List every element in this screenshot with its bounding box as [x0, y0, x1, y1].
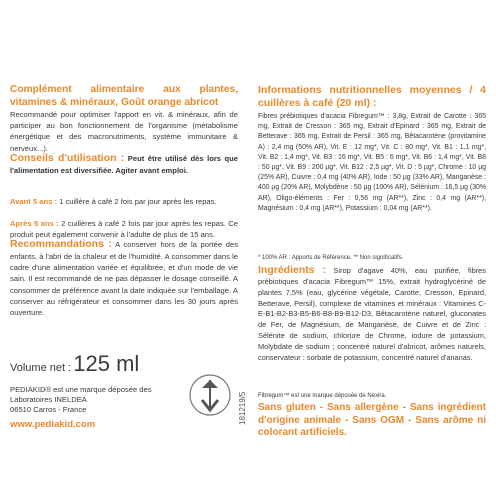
recommendations-heading: Recommandations :: [10, 238, 112, 250]
recommendations-section: [10, 238, 238, 318]
brand-info: [10, 385, 170, 415]
usage-heading: Conseils d'utilisation :: [10, 152, 125, 164]
dose-over-5-label: Après 5 ans :: [10, 219, 59, 228]
volume-value: 125 ml: [73, 351, 140, 376]
recommendations-text: A conserver hors de la portée des enfants, à l'abri de la chaleur et de l'humidité. A consommer dans le cadre d'une alimentation variée et équilibrée, et d'un mode de vie sain. Il est recommandé de ne pas dépasser le dosage conseillé. A consommer de préférence avant la date indiquée sur l'emballage. A conserver au réfrigérateur et consommer dans les 30 jours après ouverture.: [10, 240, 238, 318]
lot-code: 181219/5: [238, 391, 247, 425]
nutrition-title: Informations nutritionnelles moyennes / 4 cuillères à café (20 ml) :: [258, 84, 486, 109]
brand-line-1: PEDIAKID® est une marque déposée des: [10, 385, 152, 394]
dose-over-5-text: 2 cuillères à café 2 fois par jour après les repas. Ce produit peut également convenir à l'adulte de plus de 15 ans.: [10, 219, 238, 240]
nutrition-footnote: * 100% AR : Apports de Référence. ** Non significatifs.: [258, 255, 404, 261]
ingredients-text: Sirop d'agave 40%, eau purifiée, fibres prébiotiques d'acacia Fibregum™ 15%, extrait hydroglycériné de plantes 7,5% (eau, glycérine végétale, Carotte, Cresson, Epinard, Betterave, Persil), complexe de vitamines et minéraux : Vitamines C-E-B1-B2-B3-B5-B6-B8-B9-B12-D3, Bêtacarotène naturel, gluconates de Fer, de Magnésium, de Manganèse, de Cuivre et de Zinc : Sélénite de sodium, chlorure de Chrome, iodure de potassium, Molybdate de sodium ; concentré naturel d'abricot, arômes naturels, conservateur : sorbate de potassium, concentré naturel d'ananas.: [258, 266, 486, 362]
usage-section: [10, 152, 238, 176]
free-from-claims: Sans gluten - Sans allergène - Sans ingrédient d'origine animale - Sans OGM - Sans arôme ni colorant artificiels.: [258, 402, 486, 438]
brand-line-3: 06510 Carros - France: [10, 405, 87, 414]
ingredients-heading: Ingrédients :: [258, 264, 327, 276]
website-link[interactable]: www.pediakid.com: [10, 419, 96, 430]
usage-text: Peut être utilisé dès lors que l'alimentation est diversifiée. Agiter avant emploi.: [10, 154, 238, 175]
dose-under-5-label: Avant 5 ans :: [10, 197, 57, 206]
product-title: Complément alimentaire aux plantes, vitamines & minéraux, Goût orange abricot: [10, 84, 238, 108]
recycle-icon: [188, 370, 232, 425]
nutrition-values: Fibres prébiotiques d'acacia Fibregum™ : 3,8g, Extrait de Carotte : 365 mg, Extrait de Cresson : 365 mg, Extrait d'Epinard : 365 mg, Extrait de Betterave : 365 mg, Extrait de Persil : 365 mg, Bêtacarotène (provitamine A) : 2,4 mg (50% AR), Vit. E : 12 mg*, Vit. C : 80 mg*, Vit. B1 : 1,1 mg*, Vit. B2 : 1,4 mg*, Vit. B3 : 16 mg*, Vit. B5 : 6 mg*, Vit. B6 : 1,4 mg*, Vit. B8 : 50 µg*, Vit. B9 : 200 µg*, Vit. B12 : 2,5 µg*, Vit. D : 5 µg*, Chrome : 10 µg (25% AR), Cuivre : 0,4 mg (40% AR), Iode : 50 µg (33% AR), Manganèse : 400 µg (20% AR), Molybdène : 50 µg (100% AR), Sélénium : 16,5 µg (30% AR), Oligo-éléments : Fer : 0,56 mg (AR**), Zinc : 0,4 mg (AR**), Magnésium : 0,4 mg (AR**), Potassium : 0,04 mg (AR**).: [258, 113, 486, 212]
brand-line-2: Laboratoires INELDEA: [10, 395, 87, 404]
dose-under-5: [10, 196, 238, 207]
product-intro: Recommandé pour optimiser l'apport en vit. & minéraux, afin de participer au bon fonctionnement de l'organisme (métabolisme énergétique et des macronutriments, système immunitaire & nerveux...).: [10, 110, 238, 153]
ingredients-section: [258, 264, 486, 363]
dose-under-5-text: 1 cuillère à café 2 fois par jour après les repas.: [59, 197, 217, 206]
fibregum-note: Fibregum™ est une marque déposée de Nexira.: [258, 393, 387, 399]
volume-label: Volume net :: [10, 362, 72, 374]
